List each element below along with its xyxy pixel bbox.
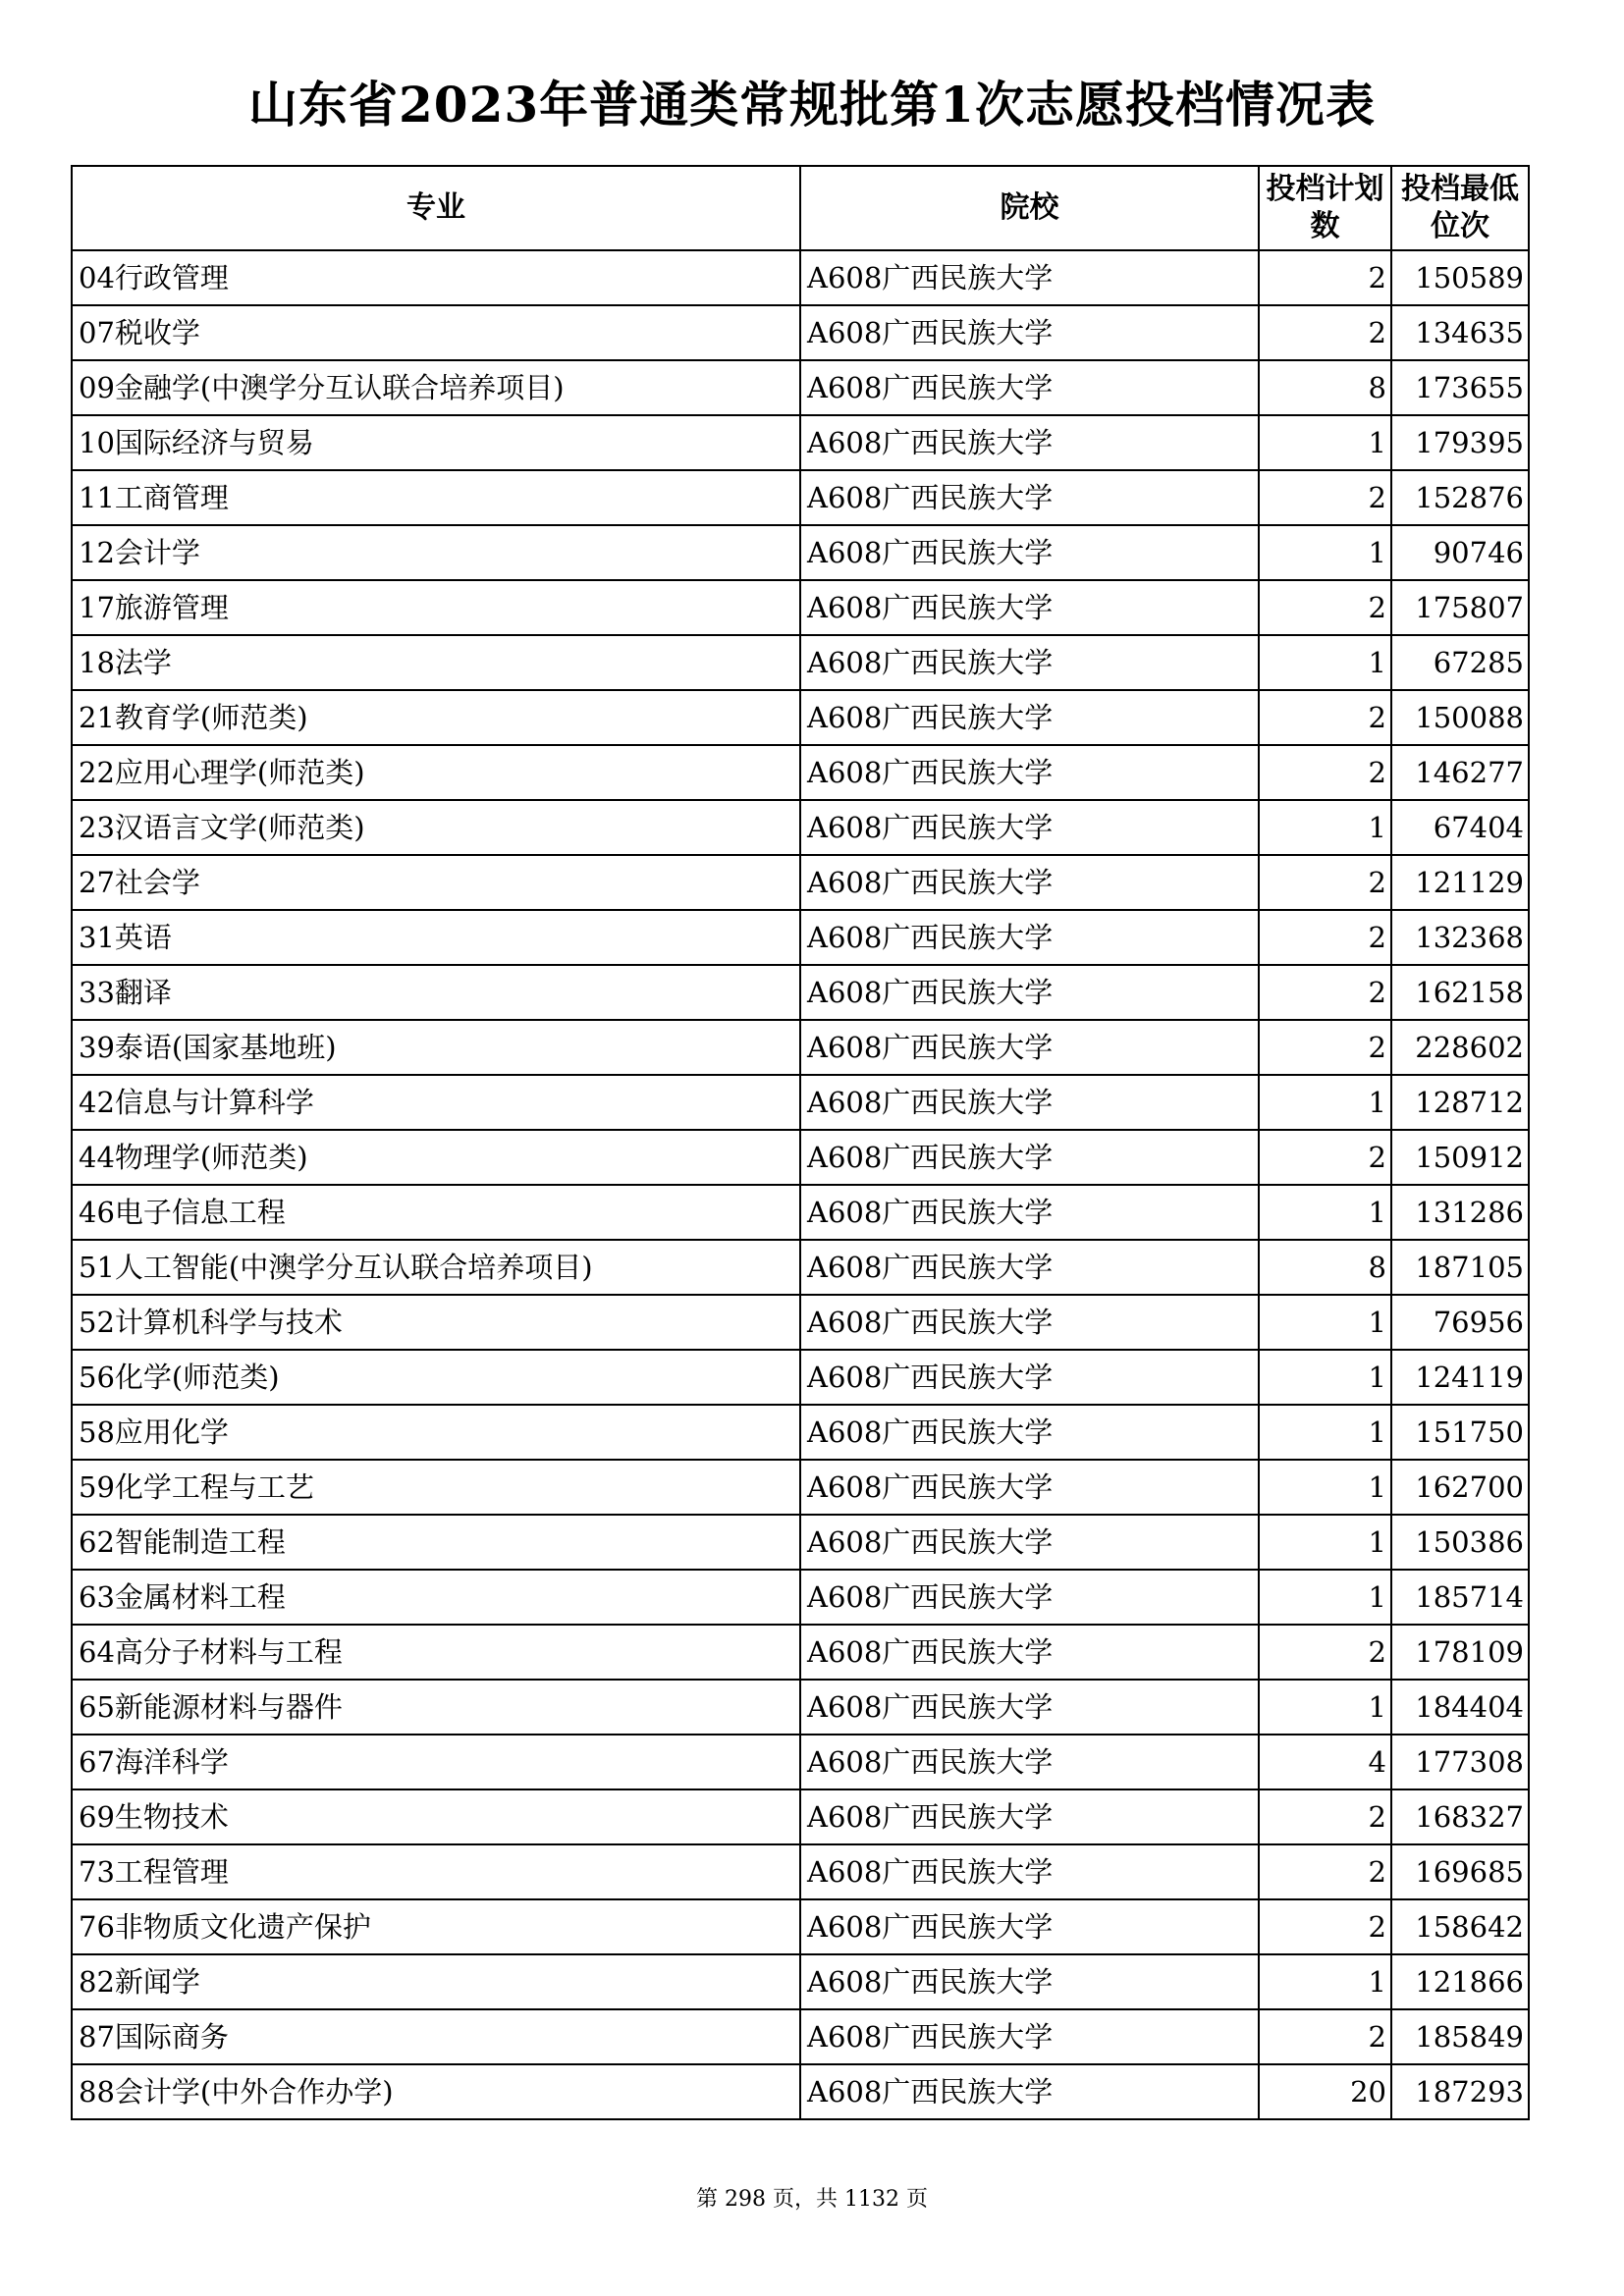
cell-major: 73工程管理 (72, 1844, 800, 1899)
cell-rank: 150912 (1391, 1130, 1529, 1185)
cell-plan: 2 (1259, 910, 1391, 965)
cell-plan: 1 (1259, 1460, 1391, 1515)
cell-plan: 4 (1259, 1735, 1391, 1789)
cell-school: A608广西民族大学 (800, 1680, 1259, 1735)
cell-plan: 2 (1259, 1899, 1391, 1954)
table-row (72, 1075, 1529, 1130)
cell-plan: 20 (1259, 2064, 1391, 2119)
header-rank: 投档最低位次 (1391, 166, 1529, 250)
table-row (72, 525, 1529, 580)
cell-school: A608广西民族大学 (800, 2009, 1259, 2064)
cell-school: A608广西民族大学 (800, 1570, 1259, 1625)
cell-major: 56化学(师范类) (72, 1350, 800, 1405)
cell-rank: 67404 (1391, 800, 1529, 855)
cell-school: A608广西民族大学 (800, 690, 1259, 745)
cell-major: 18法学 (72, 635, 800, 690)
cell-rank: 187293 (1391, 2064, 1529, 2119)
cell-rank: 121866 (1391, 1954, 1529, 2009)
cell-plan: 2 (1259, 1130, 1391, 1185)
cell-major: 10国际经济与贸易 (72, 415, 800, 470)
cell-major: 65新能源材料与器件 (72, 1680, 800, 1735)
cell-major: 12会计学 (72, 525, 800, 580)
cell-school: A608广西民族大学 (800, 910, 1259, 965)
cell-school: A608广西民族大学 (800, 1735, 1259, 1789)
cell-school: A608广西民族大学 (800, 1295, 1259, 1350)
cell-major: 33翻译 (72, 965, 800, 1020)
cell-plan: 2 (1259, 690, 1391, 745)
cell-school: A608广西民族大学 (800, 415, 1259, 470)
table-row (72, 1295, 1529, 1350)
cell-plan: 2 (1259, 1625, 1391, 1680)
cell-major: 22应用心理学(师范类) (72, 745, 800, 800)
cell-school: A608广西民族大学 (800, 965, 1259, 1020)
cell-major: 87国际商务 (72, 2009, 800, 2064)
cell-school: A608广西民族大学 (800, 1954, 1259, 2009)
cell-major: 63金属材料工程 (72, 1570, 800, 1625)
cell-plan: 2 (1259, 855, 1391, 910)
cell-plan: 2 (1259, 250, 1391, 305)
cell-rank: 173655 (1391, 360, 1529, 415)
cell-rank: 90746 (1391, 525, 1529, 580)
table-row (72, 855, 1529, 910)
table-row (72, 1020, 1529, 1075)
table-row (72, 745, 1529, 800)
cell-rank: 177308 (1391, 1735, 1529, 1789)
cell-major: 23汉语言文学(师范类) (72, 800, 800, 855)
cell-plan: 2 (1259, 1020, 1391, 1075)
cell-plan: 1 (1259, 1954, 1391, 2009)
cell-school: A608广西民族大学 (800, 1625, 1259, 1680)
cell-major: 58应用化学 (72, 1405, 800, 1460)
cell-rank: 175807 (1391, 580, 1529, 635)
cell-plan: 1 (1259, 1515, 1391, 1570)
cell-major: 67海洋科学 (72, 1735, 800, 1789)
table-row (72, 1789, 1529, 1844)
cell-rank: 76956 (1391, 1295, 1529, 1350)
cell-school: A608广西民族大学 (800, 635, 1259, 690)
table-row (72, 690, 1529, 745)
cell-school: A608广西民族大学 (800, 1405, 1259, 1460)
cell-rank: 184404 (1391, 1680, 1529, 1735)
cell-major: 44物理学(师范类) (72, 1130, 800, 1185)
cell-rank: 150088 (1391, 690, 1529, 745)
cell-school: A608广西民族大学 (800, 1515, 1259, 1570)
table-row (72, 1570, 1529, 1625)
cell-rank: 131286 (1391, 1185, 1529, 1240)
cell-school: A608广西民族大学 (800, 1075, 1259, 1130)
cell-plan: 2 (1259, 2009, 1391, 2064)
cell-rank: 185714 (1391, 1570, 1529, 1625)
cell-rank: 151750 (1391, 1405, 1529, 1460)
cell-major: 64高分子材料与工程 (72, 1625, 800, 1680)
cell-plan: 2 (1259, 470, 1391, 525)
table-row (72, 635, 1529, 690)
cell-school: A608广西民族大学 (800, 250, 1259, 305)
cell-rank: 150386 (1391, 1515, 1529, 1570)
cell-plan: 8 (1259, 1240, 1391, 1295)
table-row (72, 1185, 1529, 1240)
cell-major: 88会计学(中外合作办学) (72, 2064, 800, 2119)
cell-plan: 2 (1259, 1789, 1391, 1844)
table-row (72, 580, 1529, 635)
cell-major: 76非物质文化遗产保护 (72, 1899, 800, 1954)
cell-plan: 2 (1259, 305, 1391, 360)
cell-rank: 178109 (1391, 1625, 1529, 1680)
cell-major: 52计算机科学与技术 (72, 1295, 800, 1350)
cell-school: A608广西民族大学 (800, 1789, 1259, 1844)
table-row (72, 1460, 1529, 1515)
table-row (72, 250, 1529, 305)
cell-rank: 121129 (1391, 855, 1529, 910)
cell-school: A608广西民族大学 (800, 305, 1259, 360)
cell-school: A608广西民族大学 (800, 360, 1259, 415)
table-row (72, 2009, 1529, 2064)
cell-rank: 168327 (1391, 1789, 1529, 1844)
cell-rank: 152876 (1391, 470, 1529, 525)
cell-plan: 1 (1259, 1350, 1391, 1405)
table-row (72, 1680, 1529, 1735)
cell-plan: 1 (1259, 1680, 1391, 1735)
cell-major: 21教育学(师范类) (72, 690, 800, 745)
cell-plan: 1 (1259, 525, 1391, 580)
table-body (72, 250, 1529, 2119)
cell-plan: 8 (1259, 360, 1391, 415)
cell-plan: 2 (1259, 745, 1391, 800)
cell-school: A608广西民族大学 (800, 1899, 1259, 1954)
table-row (72, 305, 1529, 360)
cell-rank: 67285 (1391, 635, 1529, 690)
table-row (72, 800, 1529, 855)
cell-major: 39泰语(国家基地班) (72, 1020, 800, 1075)
cell-major: 82新闻学 (72, 1954, 800, 2009)
cell-plan: 1 (1259, 1570, 1391, 1625)
table-row (72, 910, 1529, 965)
cell-major: 09金融学(中澳学分互认联合培养项目) (72, 360, 800, 415)
cell-plan: 1 (1259, 800, 1391, 855)
cell-rank: 187105 (1391, 1240, 1529, 1295)
cell-rank: 228602 (1391, 1020, 1529, 1075)
table-row (72, 1954, 1529, 2009)
cell-rank: 158642 (1391, 1899, 1529, 1954)
table-row (72, 1625, 1529, 1680)
cell-major: 11工商管理 (72, 470, 800, 525)
cell-school: A608广西民族大学 (800, 1130, 1259, 1185)
cell-rank: 150589 (1391, 250, 1529, 305)
page-title: 山东省2023年普通类常规批第1次志愿投档情况表 (248, 76, 1376, 133)
cell-rank: 132368 (1391, 910, 1529, 965)
cell-major: 17旅游管理 (72, 580, 800, 635)
cell-plan: 1 (1259, 635, 1391, 690)
table-row (72, 1240, 1529, 1295)
cell-school: A608广西民族大学 (800, 1460, 1259, 1515)
cell-major: 07税收学 (72, 305, 800, 360)
header-plan: 投档计划数 (1259, 166, 1391, 250)
table-row (72, 1405, 1529, 1460)
cell-plan: 2 (1259, 580, 1391, 635)
cell-school: A608广西民族大学 (800, 800, 1259, 855)
cell-major: 69生物技术 (72, 1789, 800, 1844)
cell-school: A608广西民族大学 (800, 1185, 1259, 1240)
cell-major: 27社会学 (72, 855, 800, 910)
cell-rank: 162158 (1391, 965, 1529, 1020)
cell-major: 59化学工程与工艺 (72, 1460, 800, 1515)
table-row (72, 1844, 1529, 1899)
header-school: 院校 (800, 166, 1259, 250)
cell-school: A608广西民族大学 (800, 855, 1259, 910)
cell-school: A608广西民族大学 (800, 2064, 1259, 2119)
table-row (72, 360, 1529, 415)
table-row (72, 470, 1529, 525)
cell-school: A608广西民族大学 (800, 1020, 1259, 1075)
table-row (72, 1350, 1529, 1405)
cell-major: 62智能制造工程 (72, 1515, 800, 1570)
cell-major: 46电子信息工程 (72, 1185, 800, 1240)
cell-rank: 134635 (1391, 305, 1529, 360)
cell-plan: 2 (1259, 1844, 1391, 1899)
cell-school: A608广西民族大学 (800, 1350, 1259, 1405)
cell-rank: 162700 (1391, 1460, 1529, 1515)
cell-rank: 185849 (1391, 2009, 1529, 2064)
table-row (72, 415, 1529, 470)
table-row (72, 1130, 1529, 1185)
cell-school: A608广西民族大学 (800, 1240, 1259, 1295)
cell-rank: 124119 (1391, 1350, 1529, 1405)
header-row (72, 166, 1529, 250)
cell-school: A608广西民族大学 (800, 745, 1259, 800)
cell-major: 51人工智能(中澳学分互认联合培养项目) (72, 1240, 800, 1295)
cell-major: 31英语 (72, 910, 800, 965)
cell-rank: 128712 (1391, 1075, 1529, 1130)
cell-major: 04行政管理 (72, 250, 800, 305)
header-major: 专业 (72, 166, 800, 250)
table-row (72, 2064, 1529, 2119)
cell-major: 42信息与计算科学 (72, 1075, 800, 1130)
cell-plan: 1 (1259, 415, 1391, 470)
table-row (72, 1515, 1529, 1570)
cell-school: A608广西民族大学 (800, 525, 1259, 580)
table-row (72, 965, 1529, 1020)
cell-plan: 1 (1259, 1405, 1391, 1460)
cell-plan: 2 (1259, 965, 1391, 1020)
cell-plan: 1 (1259, 1075, 1391, 1130)
cell-rank: 146277 (1391, 745, 1529, 800)
cell-school: A608广西民族大学 (800, 580, 1259, 635)
admission-table (71, 165, 1530, 2120)
cell-plan: 1 (1259, 1295, 1391, 1350)
table-header (72, 166, 1529, 250)
table-row (72, 1899, 1529, 1954)
cell-school: A608广西民族大学 (800, 470, 1259, 525)
cell-rank: 169685 (1391, 1844, 1529, 1899)
table-row (72, 1735, 1529, 1789)
page-footer: 第 298 页，共 1132 页 (696, 2187, 928, 2212)
cell-school: A608广西民族大学 (800, 1844, 1259, 1899)
cell-rank: 179395 (1391, 415, 1529, 470)
cell-plan: 1 (1259, 1185, 1391, 1240)
